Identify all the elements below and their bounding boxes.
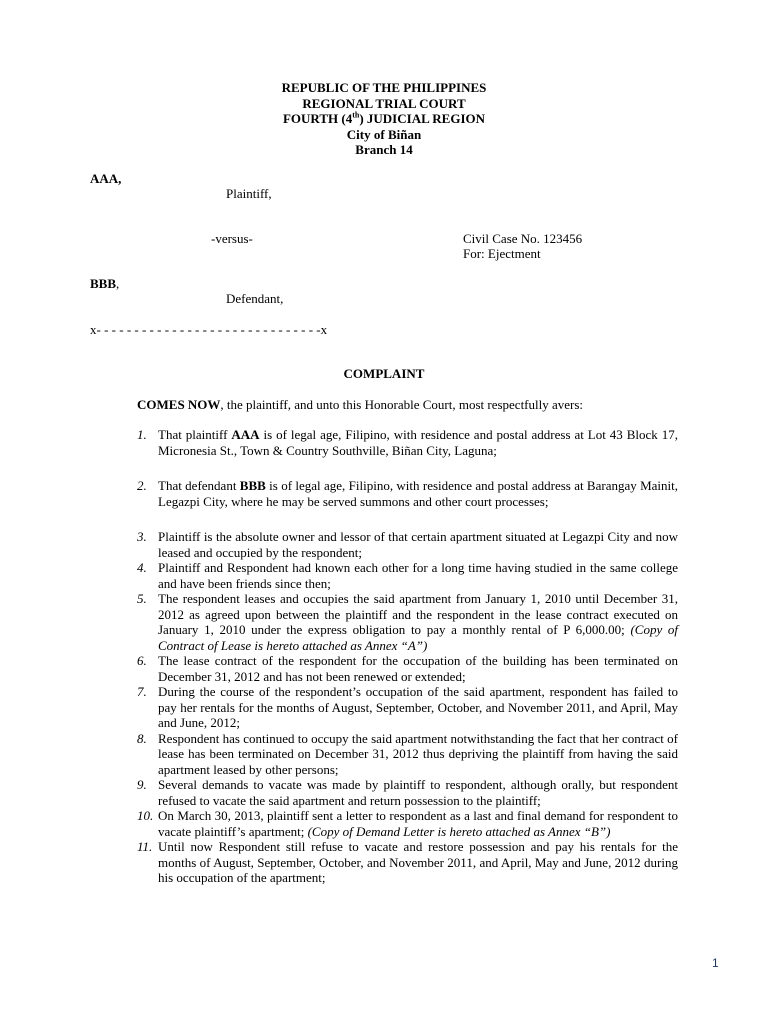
caption-separator: x- - - - - - - - - - - - - - - - - - - - - - - - - - - - - -x	[90, 322, 328, 337]
header-branch: Branch 14	[355, 142, 413, 157]
list-item: 11. Until now Respondent still refuse to vacate and restore possession and pay his rentals for the months of August, September, October, and November 2011, and April, May and June, 2012 during his occupation of the apartment;	[137, 839, 678, 885]
header-city: City of Biñan	[346, 126, 422, 142]
defendant-name: BBB,	[90, 276, 120, 291]
list-item: 8. Respondent has continued to occupy the said apartment notwithstanding the fact that her contract of lease has been terminated on December 31, 2012 thus depriving the plaintiff from having the said apartment leased by other persons;	[137, 730, 678, 777]
case-nature: For: Ejectment	[463, 246, 541, 261]
list-item: 7. During the course of the respondent’s occupation of the said apartment, respondent has failed to pay her rentals for the months of August, September, October, and November 2011, and April, May and June, 2012;	[137, 684, 678, 730]
list-item: 1. That plaintiff AAA is of legal age, Filipino, with residence and postal address at Lot 43 Block 17, Micronesia St., Town & Country Southville, Biñan City, Laguna;	[137, 427, 678, 458]
list-item: 10. On March 30, 2013, plaintiff sent a letter to respondent as a last and final demand for respondent to vacate plaintiff’s apartment; (Copy of Demand Letter is hereto attached as Annex “B”)	[137, 808, 678, 839]
list-item: 4. Plaintiff and Respondent had known each other for a long time having studied in the same college and have been friends since then;	[137, 560, 678, 591]
header-republic: REPUBLIC OF THE PHILIPPINES	[281, 80, 487, 95]
page-number: 1	[712, 956, 719, 970]
header-region-sup: th	[352, 110, 360, 120]
list-item: 3. Plaintiff is the absolute owner and lessor of that certain apartment situated at Legazpi City and now leased and occupied by the respondent;	[137, 529, 678, 560]
list-item: 9. Several demands to vacate was made by plaintiff to respondent, although orally, but respondent refused to vacate the said apartment and return possession to the plaintiff;	[137, 777, 678, 808]
list-item: 5. The respondent leases and occupies the said apartment from January 1, 2010 until December 31, 2012 as agreed upon between the plaintiff and the respondent in the lease contract executed on January 1, 2010 under the express obligation to pay a monthly rental of P 6,000.00; (Copy of Contract of Lease is hereto attached as Annex “A”)	[137, 591, 678, 653]
header-region: FOURTH (4th) JUDICIAL REGION	[282, 110, 486, 126]
plaintiff-name: AAA,	[90, 171, 122, 186]
list-item: 6. The lease contract of the respondent for the occupation of the building has been terminated on December 31, 2012 and has not been renewed or extended;	[137, 653, 678, 684]
plaintiff-label: Plaintiff,	[226, 186, 272, 201]
header-court: REGIONAL TRIAL COURT	[302, 95, 466, 111]
versus-label: -versus-	[211, 231, 253, 246]
intro-paragraph: COMES NOW, the plaintiff, and unto this Honorable Court, most respectfully avers:	[137, 397, 584, 412]
case-number: Civil Case No. 123456	[463, 231, 583, 246]
allegations-list	[137, 427, 678, 886]
defendant-label: Defendant,	[226, 291, 284, 306]
list-item: 2. That defendant BBB is of legal age, Filipino, with residence and postal address at Barangay Mainit, Legazpi City, where he may be served summons and other court processes;	[137, 478, 679, 509]
court-header	[0, 80, 768, 158]
document-title: COMPLAINT	[343, 366, 425, 381]
